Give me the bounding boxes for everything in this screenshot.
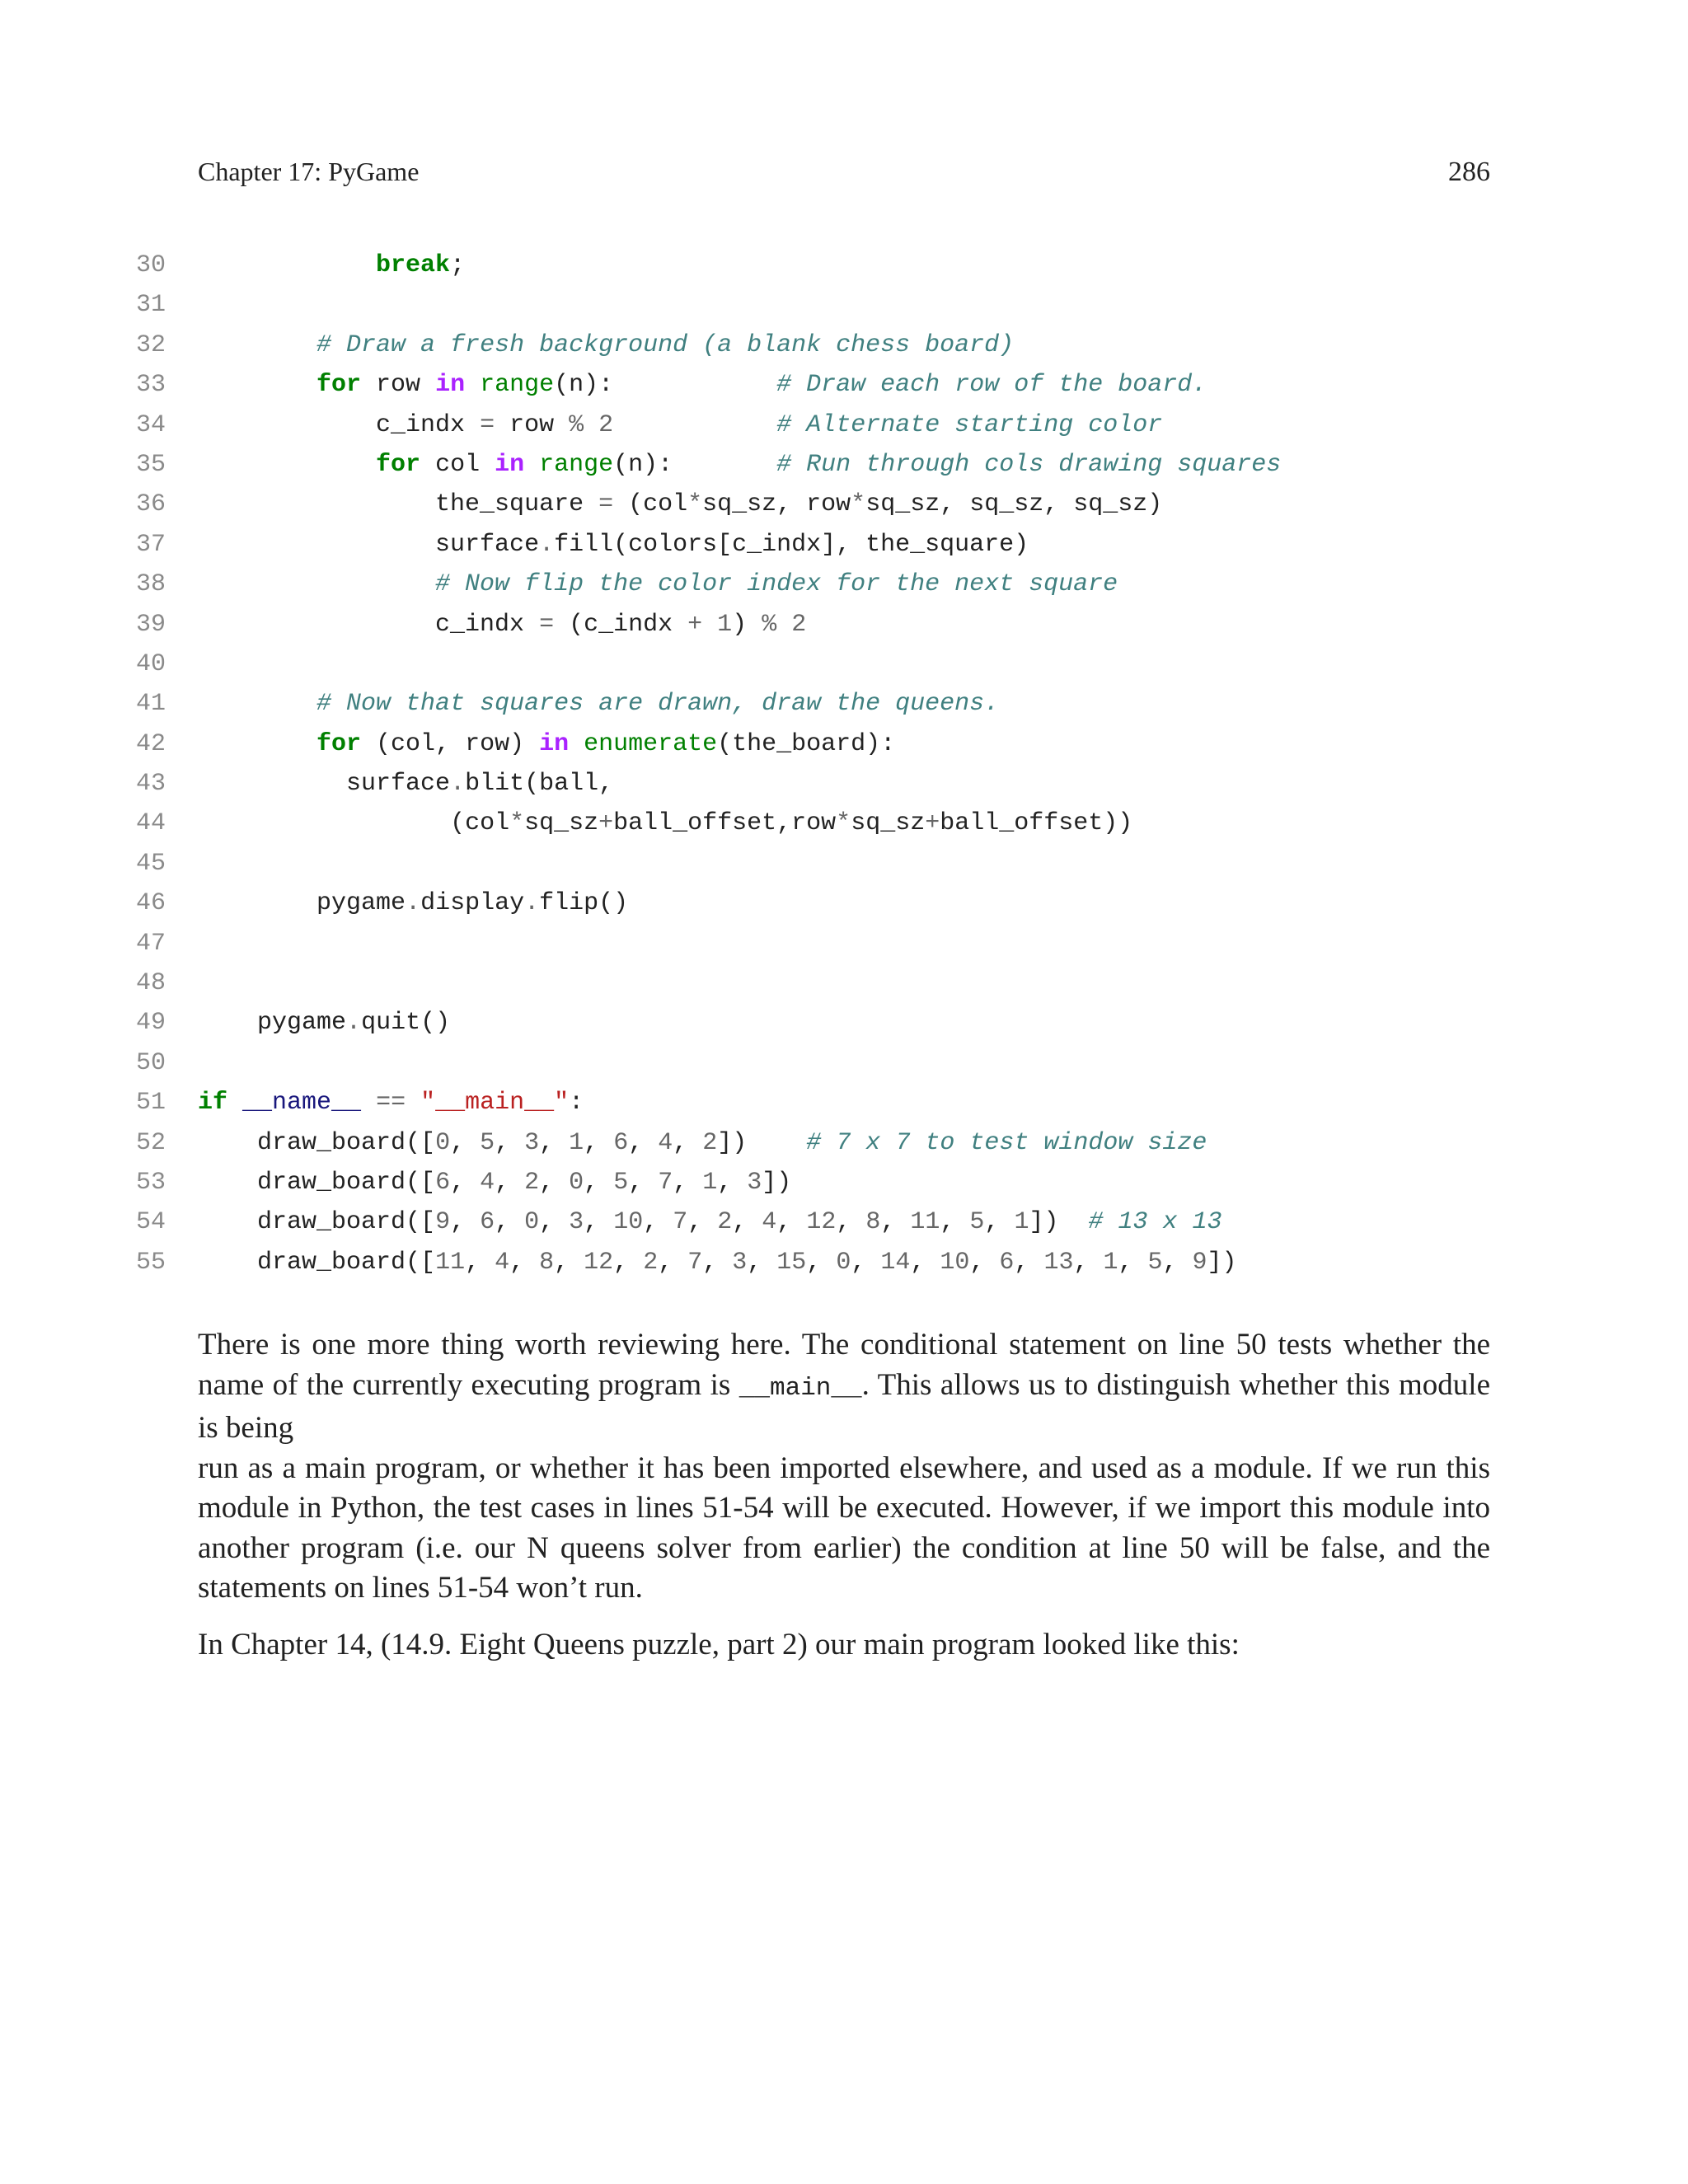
code-text: [198, 1083, 584, 1122]
code-token: ,: [836, 1208, 866, 1237]
inline-code: __main__: [738, 1373, 862, 1403]
code-token: if: [198, 1089, 228, 1118]
line-number: 47: [136, 929, 166, 958]
code-token: ,: [554, 1248, 584, 1277]
code-token: 1: [1103, 1248, 1118, 1277]
code-token: blit(ball,: [465, 770, 614, 799]
code-line: [0, 565, 1688, 604]
code-token: ,: [1162, 1248, 1193, 1277]
code-token: display: [420, 889, 525, 918]
page-number: 286: [1448, 157, 1490, 187]
code-token: %: [569, 410, 584, 439]
code-token: ,: [613, 1248, 644, 1277]
code-token: pygame: [257, 1009, 347, 1038]
code-line: [0, 764, 1688, 804]
code-token: "__main__": [420, 1089, 570, 1118]
code-token: .: [406, 889, 421, 918]
code-token: 1: [569, 1128, 584, 1157]
code-token: break: [376, 251, 451, 279]
line-number: 35: [136, 450, 166, 479]
body-text: [198, 1325, 1490, 1681]
code-token: sq_sz, sq_sz, sq_sz): [865, 490, 1163, 519]
code-token: ,: [509, 1248, 540, 1277]
code-token: (n):: [613, 450, 777, 479]
code-token: [702, 611, 717, 639]
code-token: # Draw a fresh background (a blank chess board): [316, 330, 1015, 359]
code-token: col: [420, 450, 495, 479]
code-token: ==: [376, 1089, 406, 1118]
code-token: ]): [1029, 1208, 1089, 1237]
code-token: range: [480, 371, 555, 400]
code-token: ,: [584, 1128, 614, 1157]
code-token: 8: [539, 1248, 555, 1277]
code-line: [0, 445, 1688, 485]
code-token: ,: [910, 1248, 940, 1277]
code-text: [198, 684, 999, 724]
code-text: [198, 565, 1118, 604]
code-token: ,: [465, 1248, 495, 1277]
code-line: [0, 605, 1688, 644]
code-token: 0: [435, 1128, 451, 1157]
code-token: in: [539, 729, 570, 758]
code-token: 7: [658, 1168, 673, 1197]
code-line: [0, 644, 1688, 684]
code-token: =: [598, 490, 614, 519]
code-token: # Now flip the color index for the next square: [435, 570, 1118, 599]
code-token: 2: [791, 610, 807, 639]
code-line: [0, 326, 1688, 365]
code-token: [584, 411, 598, 439]
code-token: ,: [880, 1208, 911, 1237]
code-token: fill(colors[c_indx], the_square): [554, 530, 1029, 559]
code-token: ]): [762, 1168, 792, 1197]
code-token: =: [480, 410, 495, 439]
code-token: ,: [539, 1168, 570, 1197]
code-token: ,: [658, 1248, 688, 1277]
code-token: 4: [658, 1128, 673, 1157]
code-token: 3: [524, 1128, 540, 1157]
code-line: [0, 924, 1688, 963]
code-token: ,: [1073, 1248, 1104, 1277]
code-text: [198, 605, 806, 644]
code-token: 15: [776, 1248, 807, 1277]
code-token: 4: [762, 1208, 777, 1237]
code-token: sq_sz, row: [702, 490, 851, 519]
code-token: # Draw each row of the board.: [776, 371, 1207, 400]
code-token: ,: [717, 1168, 748, 1197]
code-token: 12: [584, 1248, 614, 1277]
code-token: # Now that squares are drawn, draw the queens.: [316, 690, 1000, 719]
code-token: 9: [1192, 1248, 1207, 1277]
paragraph-text: run as a main program, or whether it has been imported elsewhere, and used as a module. If we run this module in Python, the test cases in lines 51-54 will be executed. However, if we import this module into another program (i.e. our N queens solver from earlier) the condition at line 50 will be false, and the statements on lines 51-54 won’t run.: [198, 1451, 1490, 1605]
code-token: 8: [865, 1208, 881, 1237]
code-token: 6: [435, 1168, 451, 1197]
code-token: [613, 411, 776, 439]
code-token: 14: [880, 1248, 911, 1277]
code-text: [198, 1163, 791, 1202]
code-token: 1: [702, 1168, 718, 1197]
code-token: ,: [673, 1128, 703, 1157]
code-token: 5: [480, 1128, 495, 1157]
code-token: 4: [480, 1168, 495, 1197]
code-token: ,: [806, 1248, 837, 1277]
code-token: [361, 1089, 376, 1117]
code-token: 6: [613, 1128, 629, 1157]
code-token: in: [435, 371, 466, 400]
code-token: 0: [836, 1248, 851, 1277]
code-token: ,: [673, 1168, 703, 1197]
code-token: 2: [717, 1208, 733, 1237]
line-number: 54: [136, 1208, 166, 1237]
code-token: ,: [776, 1208, 807, 1237]
code-line: [0, 844, 1688, 883]
code-line: [0, 1243, 1688, 1282]
code-token: 2: [643, 1248, 659, 1277]
code-token: sq_sz: [524, 809, 599, 838]
code-token: # Run through cols drawing squares: [776, 450, 1282, 479]
code-token: ,: [702, 1248, 733, 1277]
code-token: ,: [1118, 1248, 1148, 1277]
code-text: [198, 246, 465, 285]
code-token: [406, 1089, 420, 1117]
page-header: [198, 157, 1490, 193]
code-token: c_indx: [435, 610, 540, 639]
code-token: *: [687, 490, 703, 519]
code-token: .: [346, 1009, 362, 1038]
code-token: ,: [450, 1128, 481, 1157]
code-token: [227, 1089, 242, 1117]
code-token: surface: [346, 770, 451, 799]
code-token: [465, 371, 480, 399]
code-token: +: [687, 610, 703, 639]
paragraph-text: . This allows us to distinguish whether this module is being: [198, 1367, 1490, 1445]
code-text: [198, 1003, 450, 1043]
code-text: [198, 445, 1281, 485]
code-line: [0, 804, 1688, 843]
code-token: 3: [569, 1208, 584, 1237]
code-line: [0, 405, 1688, 445]
line-number: 51: [136, 1089, 166, 1118]
code-line: [0, 525, 1688, 565]
code-line: [0, 1043, 1688, 1083]
code-token: range: [539, 450, 614, 479]
code-token: [776, 611, 791, 639]
code-text: [198, 405, 1162, 445]
code-text: [198, 883, 628, 923]
code-token: 2: [598, 410, 614, 439]
code-text: [198, 485, 1162, 524]
line-number: 45: [136, 849, 166, 878]
code-token: 4: [495, 1248, 510, 1277]
code-token: (col: [613, 490, 688, 519]
code-token: quit(): [361, 1009, 451, 1038]
code-text: [198, 804, 1132, 843]
code-token: =: [539, 610, 555, 639]
line-number: 37: [136, 530, 166, 559]
code-token: 2: [524, 1168, 540, 1197]
code-text: [198, 1202, 1222, 1242]
code-token: # 13 x 13: [1088, 1208, 1222, 1237]
code-token: flip(): [539, 889, 629, 918]
code-token: ,: [747, 1248, 777, 1277]
code-token: ,: [643, 1208, 673, 1237]
line-number: 38: [136, 570, 166, 599]
code-token: ,: [495, 1128, 525, 1157]
code-text: [198, 764, 613, 804]
code-token: for: [316, 729, 362, 758]
code-token: 7: [687, 1248, 703, 1277]
code-token: ,: [495, 1208, 525, 1237]
code-token: draw_board([: [257, 1208, 436, 1237]
code-text: [198, 1123, 1207, 1163]
code-line: [0, 1123, 1688, 1163]
code-token: .: [539, 530, 555, 559]
code-token: 9: [435, 1208, 451, 1237]
code-token: in: [495, 450, 525, 479]
line-number: 44: [136, 809, 166, 838]
code-token: ]): [1207, 1248, 1237, 1277]
code-token: ;: [450, 251, 466, 279]
code-token: (c_indx: [554, 610, 688, 639]
code-token: pygame: [316, 889, 406, 918]
code-token: ball_offset)): [940, 809, 1133, 838]
line-number: 55: [136, 1248, 166, 1277]
code-token: for: [316, 371, 362, 400]
code-token: enumerate: [584, 729, 718, 758]
paragraph-text: There is one more thing worth reviewing here. The conditional statement on line 50 tests whether the name of the currently executing program is: [198, 1328, 1490, 1402]
line-number: 53: [136, 1168, 166, 1197]
code-token: .: [450, 770, 466, 799]
code-line: [0, 724, 1688, 764]
code-line: [0, 1003, 1688, 1043]
code-token: ,: [539, 1208, 570, 1237]
line-number: 50: [136, 1048, 166, 1077]
code-token: 1: [1014, 1208, 1029, 1237]
line-number: 36: [136, 490, 166, 519]
code-text: [198, 724, 895, 764]
code-token: ,: [628, 1168, 659, 1197]
code-token: +: [925, 809, 940, 838]
code-token: *: [509, 809, 525, 838]
code-token: 2: [702, 1128, 718, 1157]
code-line: [0, 684, 1688, 724]
code-token: (n):: [554, 371, 777, 400]
code-line: [0, 285, 1688, 325]
code-token: [569, 730, 584, 758]
code-token: ,: [940, 1208, 970, 1237]
code-token: [524, 451, 539, 479]
code-line: [0, 1202, 1688, 1242]
running-chapter-title: Chapter 17: PyGame: [198, 157, 420, 186]
code-text: [198, 525, 1029, 565]
line-number: 40: [136, 649, 166, 678]
code-token: the_square: [435, 490, 599, 519]
code-token: 11: [910, 1208, 940, 1237]
code-token: 5: [969, 1208, 985, 1237]
paragraph: In Chapter 14, (14.9. Eight Queens puzzle, part 2) our main program looked like this:: [198, 1627, 1240, 1661]
code-token: ]): [717, 1128, 807, 1157]
line-number: 42: [136, 729, 166, 758]
code-token: 12: [806, 1208, 837, 1237]
code-token: draw_board([: [257, 1248, 436, 1277]
code-token: ): [732, 610, 762, 639]
code-text: [198, 326, 1014, 365]
line-number: 31: [136, 291, 166, 320]
line-number: 33: [136, 371, 166, 400]
code-text: [198, 1243, 1237, 1282]
code-line: [0, 365, 1688, 405]
line-number: 43: [136, 770, 166, 799]
code-listing: [0, 246, 1688, 1282]
code-token: ball_offset,row: [613, 809, 837, 838]
code-token: 5: [1147, 1248, 1163, 1277]
code-token: 11: [435, 1248, 466, 1277]
code-token: 6: [480, 1208, 495, 1237]
line-number: 46: [136, 889, 166, 918]
code-token: ,: [584, 1168, 614, 1197]
code-token: 13: [1043, 1248, 1074, 1277]
code-line: [0, 246, 1688, 285]
code-token: ,: [851, 1248, 881, 1277]
code-token: row: [495, 410, 570, 439]
code-token: ,: [495, 1168, 525, 1197]
code-token: ,: [732, 1208, 762, 1237]
code-token: *: [836, 809, 851, 838]
paragraph: [198, 1325, 1490, 1609]
code-token: # Alternate starting color: [776, 410, 1163, 439]
code-token: for: [376, 450, 421, 479]
code-token: 0: [524, 1208, 540, 1237]
code-token: (col, row): [361, 729, 540, 758]
code-token: draw_board([: [257, 1168, 436, 1197]
code-line: [0, 883, 1688, 923]
code-token: 1: [717, 610, 733, 639]
code-token: 5: [613, 1168, 629, 1197]
line-number: 34: [136, 410, 166, 439]
code-token: ,: [969, 1248, 1000, 1277]
code-line: [0, 485, 1688, 524]
code-token: 10: [940, 1248, 970, 1277]
code-token: surface: [435, 530, 540, 559]
code-line: [0, 1083, 1688, 1122]
code-token: 0: [569, 1168, 584, 1197]
code-token: 7: [673, 1208, 688, 1237]
code-token: (col: [450, 809, 510, 838]
line-number: 39: [136, 610, 166, 639]
code-token: __name__: [242, 1089, 362, 1118]
code-token: 10: [613, 1208, 644, 1237]
line-number: 52: [136, 1128, 166, 1157]
line-number: 49: [136, 1009, 166, 1038]
code-token: +: [598, 809, 614, 838]
code-token: 6: [999, 1248, 1015, 1277]
code-token: ,: [584, 1208, 614, 1237]
code-line: [0, 963, 1688, 1003]
code-token: ,: [628, 1128, 659, 1157]
code-token: %: [762, 610, 777, 639]
code-token: (the_board):: [717, 729, 896, 758]
code-token: *: [851, 490, 866, 519]
code-token: 3: [732, 1248, 748, 1277]
line-number: 48: [136, 969, 166, 998]
code-token: ,: [984, 1208, 1015, 1237]
line-number: 30: [136, 251, 166, 279]
line-number: 32: [136, 330, 166, 359]
code-token: ,: [1014, 1248, 1044, 1277]
code-token: # 7 x 7 to test window size: [806, 1128, 1207, 1157]
code-token: draw_board([: [257, 1128, 436, 1157]
code-token: 3: [747, 1168, 762, 1197]
code-token: sq_sz: [851, 809, 926, 838]
code-token: ,: [539, 1128, 570, 1157]
code-token: :: [569, 1089, 584, 1118]
code-line: [0, 1163, 1688, 1202]
code-token: row: [361, 371, 436, 400]
code-token: ,: [450, 1168, 481, 1197]
code-token: ,: [687, 1208, 718, 1237]
code-token: c_indx: [376, 410, 481, 439]
code-token: .: [524, 889, 540, 918]
line-number: 41: [136, 690, 166, 719]
code-text: [198, 365, 1207, 405]
code-token: ,: [450, 1208, 481, 1237]
